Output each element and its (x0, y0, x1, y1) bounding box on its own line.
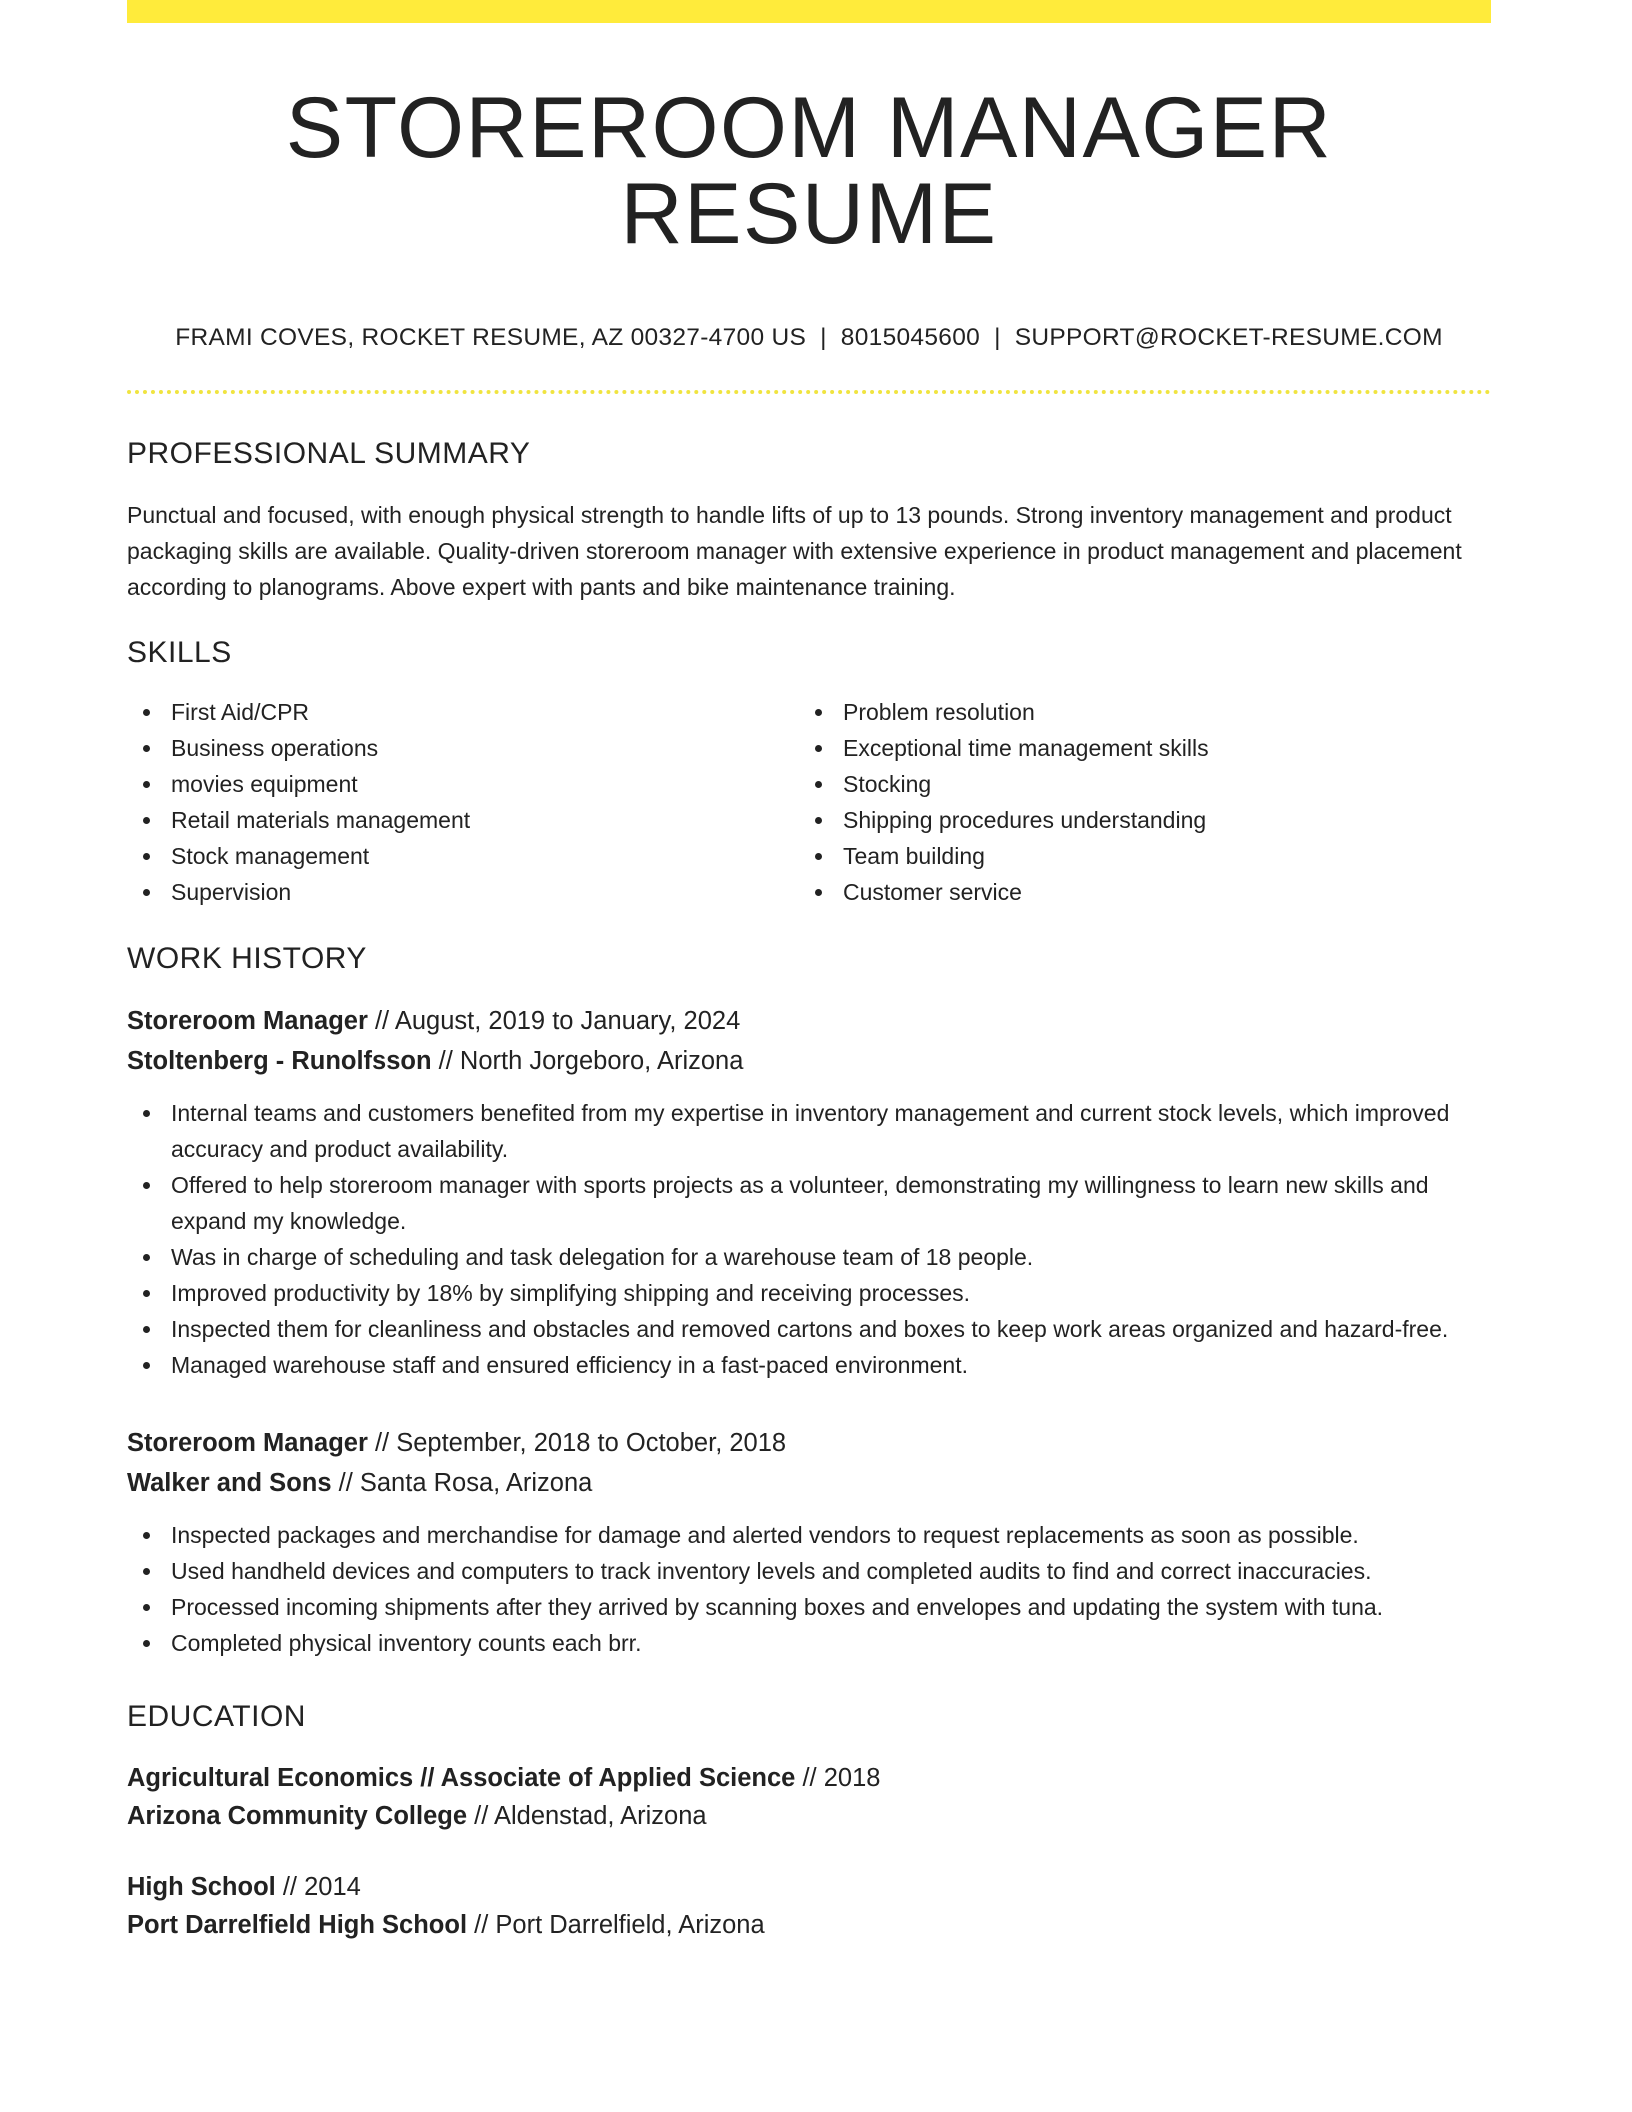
edu-school: Port Darrelfield High School (127, 1911, 468, 1939)
edu-degree: High School (127, 1873, 276, 1901)
job-company: Walker and Sons (127, 1469, 332, 1497)
edu-school-line (127, 1906, 1491, 1944)
skills-heading: SKILLS (127, 636, 232, 669)
work-history-heading: WORK HISTORY (127, 942, 367, 975)
job-bullet: Used handheld devices and computers to track inventory levels and completed audits to find and correct inaccuracies. (127, 1553, 1491, 1589)
job-title: Storeroom Manager (127, 1429, 368, 1457)
edu-location: // Aldenstad, Arizona (467, 1802, 707, 1830)
edu-degree-line (127, 1759, 1491, 1797)
edu-year: // 2014 (275, 1873, 361, 1901)
contact-phone: 8015045600 (840, 324, 981, 351)
contact-address: FRAMI COVES, ROCKET RESUME, AZ 00327-4700 US (175, 324, 807, 351)
resume-page (127, 0, 1491, 1944)
job-dates: // September, 2018 to October, 2018 (367, 1429, 787, 1457)
education-entry (127, 1759, 1491, 1835)
edu-school-line (127, 1797, 1491, 1835)
job-bullet: Managed warehouse staff and ensured efficiency in a fast-paced environment. (127, 1347, 1491, 1383)
skill-item: Shipping procedures understanding (799, 802, 1471, 838)
education-heading: EDUCATION (127, 1700, 306, 1733)
job-company: Stoltenberg - Runolfsson (127, 1047, 432, 1075)
edu-location: // Port Darrelfield, Arizona (467, 1911, 765, 1939)
job-bullet: Processed incoming shipments after they arrived by scanning boxes and envelopes and updating the system with tuna. (127, 1589, 1491, 1625)
job-title-line (127, 1423, 1491, 1463)
job-dates: // August, 2019 to January, 2024 (367, 1007, 741, 1035)
skills-list (127, 694, 1491, 910)
edu-year: // 2018 (795, 1764, 881, 1792)
contact-email: SUPPORT@ROCKET-RESUME.COM (1014, 324, 1443, 351)
job-entry (127, 1001, 1491, 1383)
accent-bar (127, 0, 1491, 23)
job-bullet: Was in charge of scheduling and task delegation for a warehouse team of 18 people. (127, 1239, 1491, 1275)
contact-separator: | (820, 324, 827, 351)
skill-item: First Aid/CPR (127, 694, 799, 730)
job-company-line (127, 1463, 1491, 1503)
job-bullet: Improved productivity by 18% by simplifying shipping and receiving processes. (127, 1275, 1491, 1311)
resume-title: STOREROOM MANAGER RESUME (285, 80, 1333, 262)
job-bullet: Inspected packages and merchandise for damage and alerted vendors to request replacements as soon as possible. (127, 1517, 1491, 1553)
job-company-line (127, 1041, 1491, 1081)
job-location: // Santa Rosa, Arizona (331, 1469, 593, 1497)
skill-item: Problem resolution (799, 694, 1471, 730)
skill-item: Stock management (127, 838, 799, 874)
skills-column-right (799, 694, 1471, 910)
job-location: // North Jorgeboro, Arizona (431, 1047, 744, 1075)
edu-degree: Agricultural Economics // Associate of Applied Science (127, 1764, 796, 1792)
job-title-line (127, 1001, 1491, 1041)
skill-item: Team building (799, 838, 1471, 874)
job-bullets (127, 1095, 1491, 1383)
education-entry (127, 1868, 1491, 1944)
skills-column-left (127, 694, 799, 910)
job-entry (127, 1423, 1491, 1661)
skill-item: Supervision (127, 874, 799, 910)
job-bullet: Completed physical inventory counts each brr. (127, 1625, 1491, 1661)
job-title: Storeroom Manager (127, 1007, 368, 1035)
divider (127, 390, 1491, 394)
skill-item: Stocking (799, 766, 1471, 802)
skill-item: Business operations (127, 730, 799, 766)
job-bullet: Inspected them for cleanliness and obstacles and removed cartons and boxes to keep work areas organized and hazard-free. (127, 1311, 1491, 1347)
edu-school: Arizona Community College (127, 1802, 468, 1830)
job-bullets (127, 1517, 1491, 1661)
skill-item: Retail materials management (127, 802, 799, 838)
summary-heading: PROFESSIONAL SUMMARY (127, 437, 531, 470)
job-bullet: Offered to help storeroom manager with sports projects as a volunteer, demonstrating my willingness to learn new skills and expand my knowledge. (127, 1167, 1491, 1239)
summary-text: Punctual and focused, with enough physical strength to handle lifts of up to 13 pounds. Strong inventory management and product packaging skills are available. Quality-driven storeroom manager with extensive experience in product management and placement according to planograms. Above expert with pants and bike maintenance training. (127, 502, 1462, 600)
job-bullet: Internal teams and customers benefited from my expertise in inventory management and current stock levels, which improved accuracy and product availability. (127, 1095, 1491, 1167)
contact-line (127, 324, 1491, 352)
skill-item: Exceptional time management skills (799, 730, 1471, 766)
edu-degree-line (127, 1868, 1491, 1906)
contact-separator: | (994, 324, 1001, 351)
skill-item: Customer service (799, 874, 1471, 910)
skill-item: movies equipment (127, 766, 799, 802)
